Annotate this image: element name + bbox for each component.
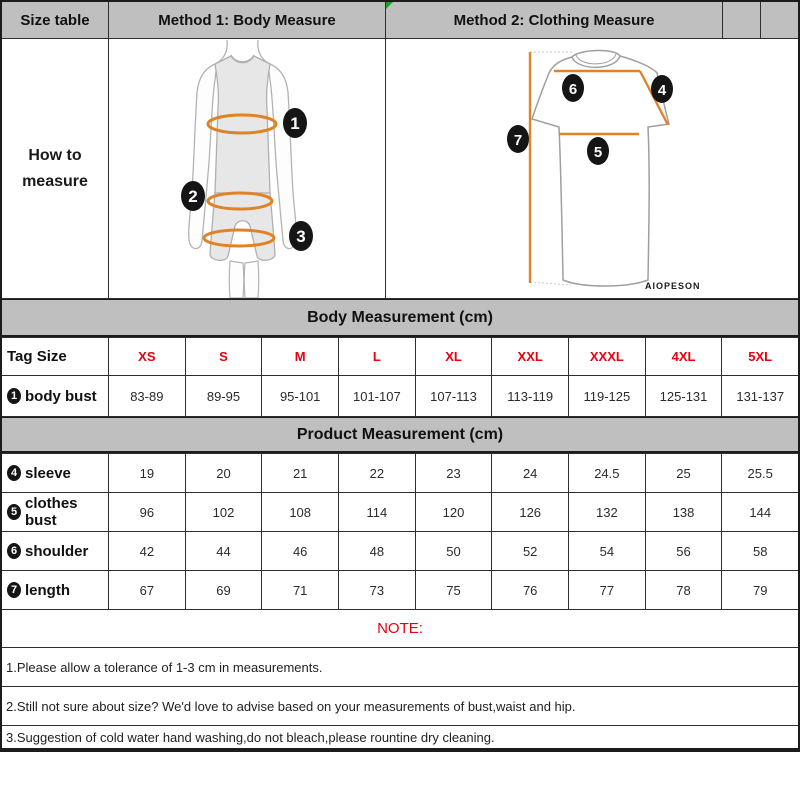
brand-label: AIOPESON	[644, 280, 701, 291]
body-measurement-bar-row	[2, 299, 798, 338]
note-title-row	[2, 610, 798, 648]
clothing-diagram-svg	[387, 40, 798, 298]
marker-5-badge	[587, 137, 609, 165]
empty-header-cell-2	[761, 2, 798, 38]
shoulder-value: 54	[569, 532, 646, 570]
svg-text:7: 7	[513, 131, 522, 149]
clothes-bust-value: 132	[569, 493, 646, 531]
marker-1-icon: 1	[7, 388, 21, 404]
sleeve-row	[2, 454, 798, 493]
shoulder-value: 46	[262, 532, 339, 570]
clothing-measure-diagram	[386, 39, 798, 298]
marker-4-icon: 4	[7, 465, 21, 481]
sleeve-value: 25	[646, 454, 723, 492]
clothes-bust-label	[2, 493, 109, 531]
size-cell-4xl: 4XL	[646, 338, 723, 375]
method2-header	[386, 2, 723, 38]
clothes-bust-value: 126	[492, 493, 569, 531]
body-bust-value: 119-125	[569, 376, 646, 416]
sleeve-label-text: sleeve	[25, 464, 71, 482]
marker-2-badge	[181, 181, 205, 211]
shoulder-row	[2, 532, 798, 571]
marker-7-badge	[507, 125, 529, 153]
body-bust-value: 89-95	[186, 376, 263, 416]
sleeve-value: 20	[186, 454, 263, 492]
note-row-2	[2, 687, 798, 726]
body-bust-row	[2, 376, 798, 417]
size-cell-xxxl: XXXL	[569, 338, 646, 375]
svg-text:1: 1	[290, 113, 300, 133]
clothes-bust-value: 144	[722, 493, 798, 531]
clothes-bust-value: 138	[646, 493, 723, 531]
clothes-bust-value: 108	[262, 493, 339, 531]
svg-text:6: 6	[568, 80, 577, 98]
body-bust-value: 107-113	[416, 376, 493, 416]
length-value: 73	[339, 571, 416, 609]
body-diagram-svg	[109, 40, 385, 298]
sleeve-value: 24.5	[569, 454, 646, 492]
method2-header-label: Method 2: Clothing Measure	[453, 11, 655, 29]
clothes-bust-row	[2, 493, 798, 532]
body-bust-value: 113-119	[492, 376, 569, 416]
length-value: 77	[569, 571, 646, 609]
shoulder-value: 56	[646, 532, 723, 570]
shoulder-value: 52	[492, 532, 569, 570]
body-bust-value: 83-89	[109, 376, 186, 416]
product-measurement-bar-row	[2, 417, 798, 454]
size-cell-xxl: XXL	[492, 338, 569, 375]
length-value: 76	[492, 571, 569, 609]
marker-3-badge	[289, 221, 313, 251]
shoulder-label	[2, 532, 109, 570]
note-row-3	[2, 726, 798, 750]
sleeve-value: 24	[492, 454, 569, 492]
marker-6-icon: 6	[7, 543, 21, 559]
size-cell-5xl: 5XL	[722, 338, 798, 375]
note-3-text: 3.Suggestion of cold water hand washing,do not bleach,please rountine dry cleaning.	[2, 726, 798, 748]
svg-text:2: 2	[188, 186, 198, 206]
length-value: 69	[186, 571, 263, 609]
length-value: 71	[262, 571, 339, 609]
sleeve-value: 25.5	[722, 454, 798, 492]
clothes-bust-value: 120	[416, 493, 493, 531]
method1-header: Method 1: Body Measure	[109, 2, 386, 38]
length-row	[2, 571, 798, 610]
sleeve-value: 19	[109, 454, 186, 492]
how-to-measure-cell: How to measure	[2, 39, 109, 298]
note-row-1	[2, 648, 798, 687]
note-1-text: 1.Please allow a tolerance of 1-3 cm in measurements.	[2, 648, 798, 686]
length-value: 78	[646, 571, 723, 609]
marker-4-badge	[651, 75, 673, 103]
marker-1-badge	[283, 108, 307, 138]
sleeve-value: 23	[416, 454, 493, 492]
size-cell-l: L	[339, 338, 416, 375]
body-bust-label	[2, 376, 109, 416]
sleeve-value: 21	[262, 454, 339, 492]
marker-6-badge	[562, 74, 584, 102]
body-bust-value: 95-101	[262, 376, 339, 416]
green-corner-marker	[386, 2, 393, 9]
marker-7-icon: 7	[7, 582, 21, 598]
shoulder-value: 50	[416, 532, 493, 570]
size-cell-m: M	[262, 338, 339, 375]
size-cell-s: S	[186, 338, 263, 375]
clothes-bust-label-text: clothes bust	[25, 495, 78, 529]
length-label-text: length	[25, 581, 70, 599]
body-bust-value: 131-137	[722, 376, 798, 416]
shoulder-label-text: shoulder	[25, 542, 89, 560]
shoulder-value: 58	[722, 532, 798, 570]
length-value: 79	[722, 571, 798, 609]
tag-size-label: Tag Size	[2, 338, 109, 375]
top-header-row	[2, 2, 798, 39]
note-2-text: 2.Still not sure about size? We'd love to advise based on your measurements of bust,waist and hip.	[2, 687, 798, 725]
shoulder-value: 44	[186, 532, 263, 570]
size-table-header: Size table	[2, 2, 109, 38]
body-bust-label-text: body bust	[25, 387, 97, 405]
tag-size-row	[2, 338, 798, 376]
length-label	[2, 571, 109, 609]
length-value: 67	[109, 571, 186, 609]
note-title: NOTE:	[2, 610, 798, 647]
size-cell-xl: XL	[416, 338, 493, 375]
body-bust-value: 101-107	[339, 376, 416, 416]
empty-header-cell-1	[723, 2, 761, 38]
shoulder-value: 42	[109, 532, 186, 570]
length-value: 75	[416, 571, 493, 609]
shoulder-value: 48	[339, 532, 416, 570]
sleeve-label	[2, 454, 109, 492]
product-measurement-title: Product Measurement (cm)	[2, 417, 798, 453]
clothes-bust-value: 114	[339, 493, 416, 531]
clothes-bust-value: 96	[109, 493, 186, 531]
diagram-row	[2, 39, 798, 299]
size-cell-xs: XS	[109, 338, 186, 375]
body-bust-value: 125-131	[646, 376, 723, 416]
marker-5-icon: 5	[7, 504, 21, 520]
svg-text:4: 4	[657, 81, 666, 99]
svg-text:3: 3	[296, 226, 306, 246]
sleeve-value: 22	[339, 454, 416, 492]
body-measure-diagram	[109, 39, 386, 298]
body-measurement-title: Body Measurement (cm)	[2, 299, 798, 337]
svg-text:5: 5	[593, 143, 602, 161]
clothes-bust-value: 102	[186, 493, 263, 531]
